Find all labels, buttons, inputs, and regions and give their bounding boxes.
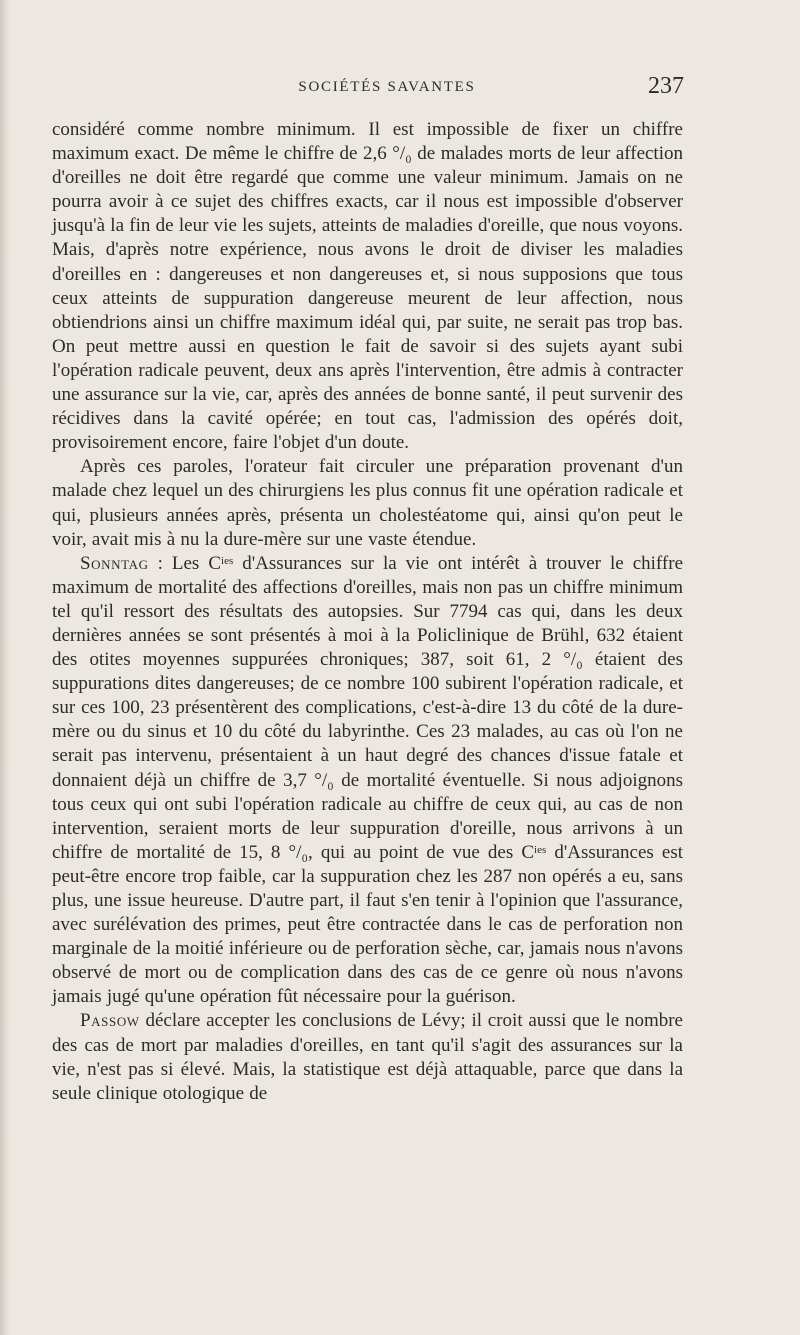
paragraph-1: considéré comme nombre minimum. Il est impossible de fixer un chiffre maximum exact. De même le chiffre de 2,6 °/₀ de malades morts de leur affection d'oreilles ne doit être regardé que comme une valeur minimum. Jamais on ne pourra avoir à ce sujet des chiffres exacts, car il nous est impossible d'observer jusqu'à la fin de leur vie les sujets, atteints de maladies d'oreille, que nous voyons. Mais, d'après notre expérience, nous avons le droit de diviser les maladies d'oreilles en : dangereuses et non dangereuses et, si nous supposions que tous ceux atteints de suppuration dangereuse meurent de leur affection, nous obtiendrions ainsi un chiffre maximum idéal qui, par suite, ne serait pas trop bas. On peut mettre aussi en question le fait de savoir si des sujets ayant subi l'opération radicale peuvent, deux ans après l'intervention, être admis à contracter une assurance sur la vie, car, après des années de bonne santé, il peut survenir des récidives dans la cavité opérée; en tout cas, l'admission des opérés doit, provisoirement encore, faire l'objet d'un doute.: [52, 119, 683, 454]
paragraph-3-text-part-3: d'Assurances est peut-être encore trop faible, car la suppuration chez les 287 non opérés a eu, sans plus, une issue heureuse. D'autre part, il faut s'en tenir à l'opinion que l'assurance, avec surélévation des primes, peut être contractée dans le cas de perforation non marginale de la moitié inférieure ou de perforation sèche, car, jamais nous n'avons observé de mort ou de complication dans des cas de ce genre où nous n'avons jamais jugé qu'une opération fût nécessaire pour la guérison.: [52, 841, 684, 1008]
abbreviation-superscript: ies: [221, 554, 234, 567]
paragraph-3-text-part-2: d'Assurances sur la vie ont intérêt à trouver le chiffre maximum de mortalité des affections d'oreilles, mais non pas un chiffre minimum tel qu'il ressort des résultats des autopsies. Sur 7794 cas qui, dans les deux dernières années se sont présentés à moi à la Policlinique de Brühl, 632 étaient des otites moyennes suppurées chroniques; 387, soit 61, 2 °/₀ étaient des suppurations dites dangereuses; de ce nombre 100 subirent l'opération radicale, et sur ces 100, 23 présentèrent des complications, c'est-à-dire 13 du côté de la dure-mère ou du sinus et 10 du côté du labyrinthe. Ces 23 malades, au cas où l'on ne serait pas intervenu, présentaient à un haut degré des chances d'issue fatale et donnaient déjà un chiffre de 3,7 °/₀ de mortalité éventuelle. Si nous adjoignons tous ceux qui ont subi l'opération radicale au chiffre de ceux qui, au cas de non intervention, seraient morts de leur suppuration d'oreille, nous arrivons à un chiffre de mortalité de 15, 8 °/₀, qui au point de vue des C: [52, 552, 683, 863]
page-number: 237: [648, 73, 684, 99]
running-title: SOCIÉTÉS SAVANTES: [298, 79, 476, 95]
page-gutter-shadow: [0, 0, 10, 1335]
abbreviation-superscript: ies: [534, 843, 547, 856]
page-header: [0, 74, 800, 104]
speaker-name: Passow: [80, 1010, 140, 1032]
paragraph-3: [52, 552, 683, 1010]
paragraph-2: Après ces paroles, l'orateur fait circuler une préparation provenant d'un malade chez lequel un des chirurgiens les plus connus fit une opération radicale et qui, plusieurs années après, présenta un cholestéatome qui, ainsi qu'on peut le voir, avait mis à nu la dure-mère sur une vaste étendue.: [52, 456, 683, 550]
paragraph-4: [52, 1009, 683, 1105]
body-text: [52, 118, 683, 1106]
paragraph-4-text: déclare accepter les conclusions de Lévy; il croit aussi que le nombre des cas de mort par maladies d'oreilles, en tant qu'il s'agit des assurances sur la vie, n'est pas si élevé. Mais, la statistique est déjà attaquable, parce que dans la seule clinique otologique de: [52, 1010, 683, 1104]
speaker-name: Sonntag: [80, 552, 149, 574]
paragraph-3-text-part-1: : Les C: [148, 552, 222, 574]
